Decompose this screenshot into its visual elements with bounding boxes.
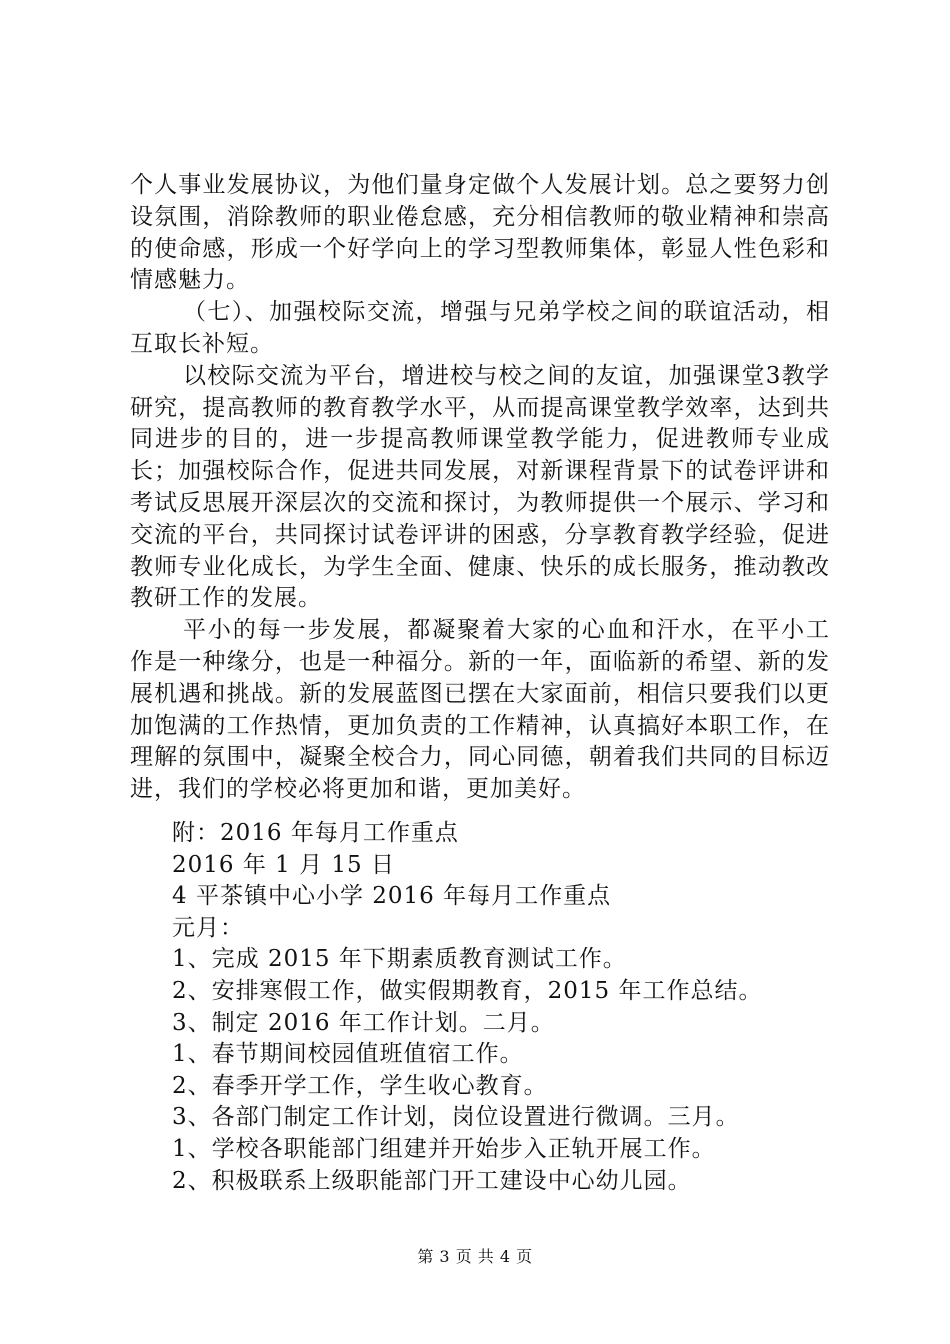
paragraph-closing: 平小的每一步发展，都凝聚着大家的心血和汗水，在平小工作是一种缘分，也是一种福分。新的一年，面临新的希望、新的发展机遇和挑战。新的发展蓝图已摆在大家面前，相信只要我们以更加饱满的工作热情，更加负责的工作精神，认真搞好本职工作，在理解的氛围中，凝聚全校合力，同心同德，朝着我们共同的目标迈进，我们的学校必将更加和谐，更加美好。 <box>130 617 830 803</box>
appendix-title: 附：2016 年每月工作重点 <box>172 820 459 846</box>
list-item: 1、学校各职能部门组建并开始步入正轨开展工作。 <box>172 1135 716 1162</box>
appendix-date: 2016 年 1 月 15 日 <box>172 851 395 878</box>
appendix <box>172 818 832 1197</box>
month-heading-january: 元月： <box>172 914 244 941</box>
page-footer: 第 3 页 共 4 页 <box>417 1247 533 1266</box>
list-item: 2、春季开学工作，学生收心教育。 <box>172 1072 548 1099</box>
list-item: 1、完成 2015 年下期素质教育测试工作。 <box>172 946 627 973</box>
body-text <box>130 170 830 806</box>
list-item: 1、春节期间校园值班值宿工作。 <box>172 1041 524 1068</box>
list-item: 2、积极联系上级职能部门开工建设中心幼儿园。 <box>172 1167 692 1194</box>
list-item: 3、各部门制定工作计划，岗位设置进行微调。三月。 <box>172 1104 740 1131</box>
list-item: 3、制定 2016 年工作计划。二月。 <box>172 1009 555 1036</box>
appendix-subtitle: 4 平茶镇中心小学 2016 年每月工作重点 <box>172 883 612 910</box>
paragraph-teacher-development: 个人事业发展协议，为他们量身定做个人发展计划。总之要努力创设氛围，消除教师的职业倦怠感，充分相信教师的敬业精神和崇高的使命感，形成一个好学向上的学习型教师集体，彰显人性色彩和情感魅力。 <box>130 172 830 294</box>
paragraph-school-exchange: 以校际交流为平台，增进校与校之间的友谊，加强课堂3教学研究，提高教师的教育教学水平，从而提高课堂教学效率，达到共同进步的目的，进一步提高教师课堂教学能力，促进教师专业成长；加强校际合作，促进共同发展，对新课程背景下的试卷评讲和考试反思展开深层次的交流和探讨，为教师提供一个展示、学习和交流的平台，共同探讨试卷评讲的困惑，分享教育教学经验，促进教师专业化成长，为学生全面、健康、快乐的成长服务，推动教改教研工作的发展。 <box>130 362 830 612</box>
list-item: 2、安排寒假工作，做实假期教育，2015 年工作总结。 <box>172 977 763 1004</box>
section-heading-7: （七）、加强校际交流，增强与兄弟学校之间的联谊活动，相互取长补短。 <box>130 299 830 357</box>
